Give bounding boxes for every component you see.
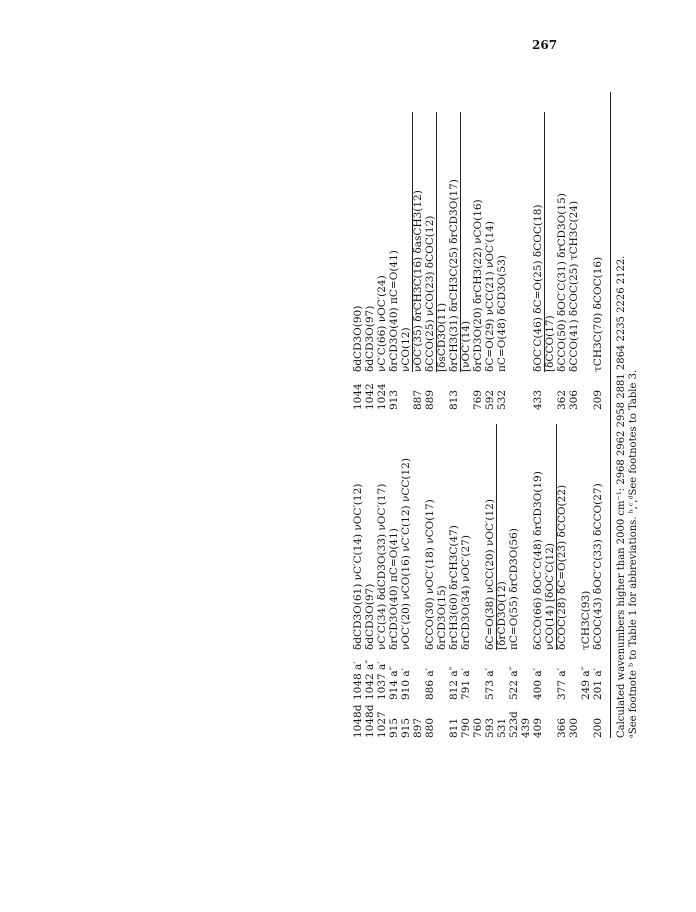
table-cell-c1: 522 a″ xyxy=(508,666,520,700)
table-cell-c4: δCCO(50) δOC′C(31) δrCD3O(15) xyxy=(556,193,568,372)
table-cell-c1: 1042 a″ xyxy=(364,659,376,700)
table-cell-c4: πC=O(48) δCD3O(53) xyxy=(496,255,508,372)
table-cell-c2: δrCD3O(40) πC=O(41) xyxy=(388,528,400,650)
table-cell-c1: 910 a′ xyxy=(400,667,412,700)
table-cell-c0: 439 xyxy=(520,717,532,738)
table-cell-c4: νCO(12) xyxy=(400,327,412,372)
table-cell-c1: 201 a′ xyxy=(592,667,604,700)
table-cell-c4: δCCO(41) δCOC(25) τCH3C(24) xyxy=(568,200,580,372)
table-bottom-rule xyxy=(610,92,611,738)
table-cell-c4: δOC′C(46) δC=O(25) δCOC(18) xyxy=(532,204,544,372)
table-cell-c3: 889 xyxy=(424,389,436,410)
table-cell-c0: 531 xyxy=(496,717,508,738)
table-cell-c4: [δCCO(17) xyxy=(544,315,556,372)
table-cell-c3: 1024 xyxy=(376,383,388,410)
table-cell-c2: νC′C(34) δdCD3O(33) νOC′(17) xyxy=(376,483,388,650)
table-cell-c1: 249 a″ xyxy=(580,666,592,700)
table-cell-c0: 790 xyxy=(460,717,472,738)
table-cell-c4: δCCO(25) νCO(23) δCOC(12) xyxy=(424,215,436,372)
table-cell-c2: δrCD3O(34) νOC′(27) xyxy=(460,535,472,650)
table-cell-c4: δrCD3O(20) δrCH3(22) νCO(16) xyxy=(472,199,484,372)
footnote-2: ᵃSee footnote ᵇ to Table 1 for abbreviations. ᵇ,ᶜ,ᵈSee footnotes to Table 3. xyxy=(628,369,639,738)
table-cell-c1: 1048 a′ xyxy=(352,661,364,700)
table-cell-c2: δCOC(43) δOC′C(33) δCCO(27) xyxy=(592,483,604,650)
table-cell-c3: 306 xyxy=(568,389,580,410)
table-cell-c3: 362 xyxy=(556,389,568,410)
table-cell-c2: δCCO(66) δOC′C(48) δrCD3O(19) xyxy=(532,471,544,650)
table-cell-c1: 400 a′ xyxy=(532,667,544,700)
table-cell-c1: 377 a′ xyxy=(556,667,568,700)
table-cell-c0: 915 xyxy=(400,717,412,738)
table-cell-c2: δrCH3(60) δrCH3C(47) xyxy=(448,525,460,650)
bracket-mark xyxy=(544,112,545,372)
table-cell-c3: 887 xyxy=(412,389,424,410)
table-cell-c4: δdCD3O(97) xyxy=(364,305,376,372)
table-cell-c3: 913 xyxy=(388,389,400,410)
bracket-mark xyxy=(460,112,461,372)
table-cell-c4: [νOC′(14) xyxy=(460,320,472,372)
table-cell-c2: [δrCD3O(12) xyxy=(496,581,508,650)
table-cell-c1: 573 a′ xyxy=(484,667,496,700)
table-cell-c3: 1042 xyxy=(364,383,376,410)
bracket-mark xyxy=(412,112,413,372)
table-cell-c3: 592 xyxy=(484,389,496,410)
table-cell-c0: 300 xyxy=(568,717,580,738)
bracket-mark xyxy=(556,424,557,650)
table-cell-c0: 880 xyxy=(424,717,436,738)
table-cell-c3: 813 xyxy=(448,389,460,410)
table-cell-c4: δdCD3O(90) xyxy=(352,305,364,372)
table-cell-c3: 209 xyxy=(592,389,604,410)
table-cell-c0: 1048d xyxy=(352,704,364,738)
table-cell-c1: 914 a″ xyxy=(388,666,400,700)
table-cell-c2: δCOC(28) δC=O(23) δCCO(22) xyxy=(556,484,568,650)
table-cell-c3: 1044 xyxy=(352,383,364,410)
table-cell-c3: 769 xyxy=(472,389,484,410)
table-cell-c4: νC′C(66) νOC′(24) xyxy=(376,275,388,372)
table-cell-c1: 1037 a′ xyxy=(376,661,388,700)
table-cell-c2: δC=O(38) νCC(20) νOC′(12) xyxy=(484,499,496,650)
table-cell-c3: 433 xyxy=(532,389,544,410)
table-cell-c4: δrCH3(31) δrCH3C(25) δrCD3O(17) xyxy=(448,179,460,372)
table-cell-c4: [δsCD3O(11) xyxy=(436,302,448,372)
table-cell-c4: τCH3C(70) δCOC(16) xyxy=(592,256,604,372)
table-cell-c0: 1027 xyxy=(376,711,388,738)
table-cell-c2: δdCD3O(97) xyxy=(364,583,376,650)
table-cell-c4: δrCD3O(40) πC=O(41) xyxy=(388,250,400,372)
table-cell-c0: 366 xyxy=(556,717,568,738)
table-cell-c2: τCH3C(93) xyxy=(580,590,592,650)
rotated-table xyxy=(352,92,696,738)
table-cell-c0: 523d xyxy=(508,711,520,738)
table-cell-c0: 897 xyxy=(412,717,424,738)
bracket-mark xyxy=(436,112,437,372)
table-cell-c2: δrCD3O(15) xyxy=(436,585,448,650)
table-cell-c2: πC=O(55) δrCD3O(56) xyxy=(508,528,520,650)
table-cell-c1: 812 a″ xyxy=(448,666,460,700)
table-cell-c1: 886 a′ xyxy=(424,667,436,700)
table-cell-c0: 1048d xyxy=(364,704,376,738)
table-cell-c0: 811 xyxy=(448,717,460,738)
page-number: 267 xyxy=(532,38,558,52)
footnote-1: Calculated wavenumbers higher than 2000 cm⁻¹: 2968 2962 2958 2881 2864 2235 2226 2122. xyxy=(616,255,627,738)
bracket-mark xyxy=(496,424,497,650)
table-cell-c0: 409 xyxy=(532,717,544,738)
table-cell-c2: νCO(14) [δOC′C(12) xyxy=(544,543,556,650)
table-cell-c2: νOC′(20) νCO(16) νC′C(12) νCC(12) xyxy=(400,458,412,650)
table-cell-c0: 593 xyxy=(484,717,496,738)
table-cell-c3: 532 xyxy=(496,389,508,410)
table-cell-c1: 791 a′ xyxy=(460,667,472,700)
table-cell-c0: 760 xyxy=(472,717,484,738)
table-cell-c0: 200 xyxy=(592,717,604,738)
table-cell-c4: δC=O(29) νCC(21) νOC′(14) xyxy=(484,221,496,372)
table-cell-c4: νOC′(35) δrCH3C(16) δasCH3(12) xyxy=(412,190,424,372)
table-cell-c0: 915 xyxy=(388,717,400,738)
table-cell-c2: δdCD3O(61) νC′C(14) νOC′(12) xyxy=(352,483,364,650)
table-cell-c2: δCCO(30) νOC′(18) νCO(17) xyxy=(424,499,436,650)
